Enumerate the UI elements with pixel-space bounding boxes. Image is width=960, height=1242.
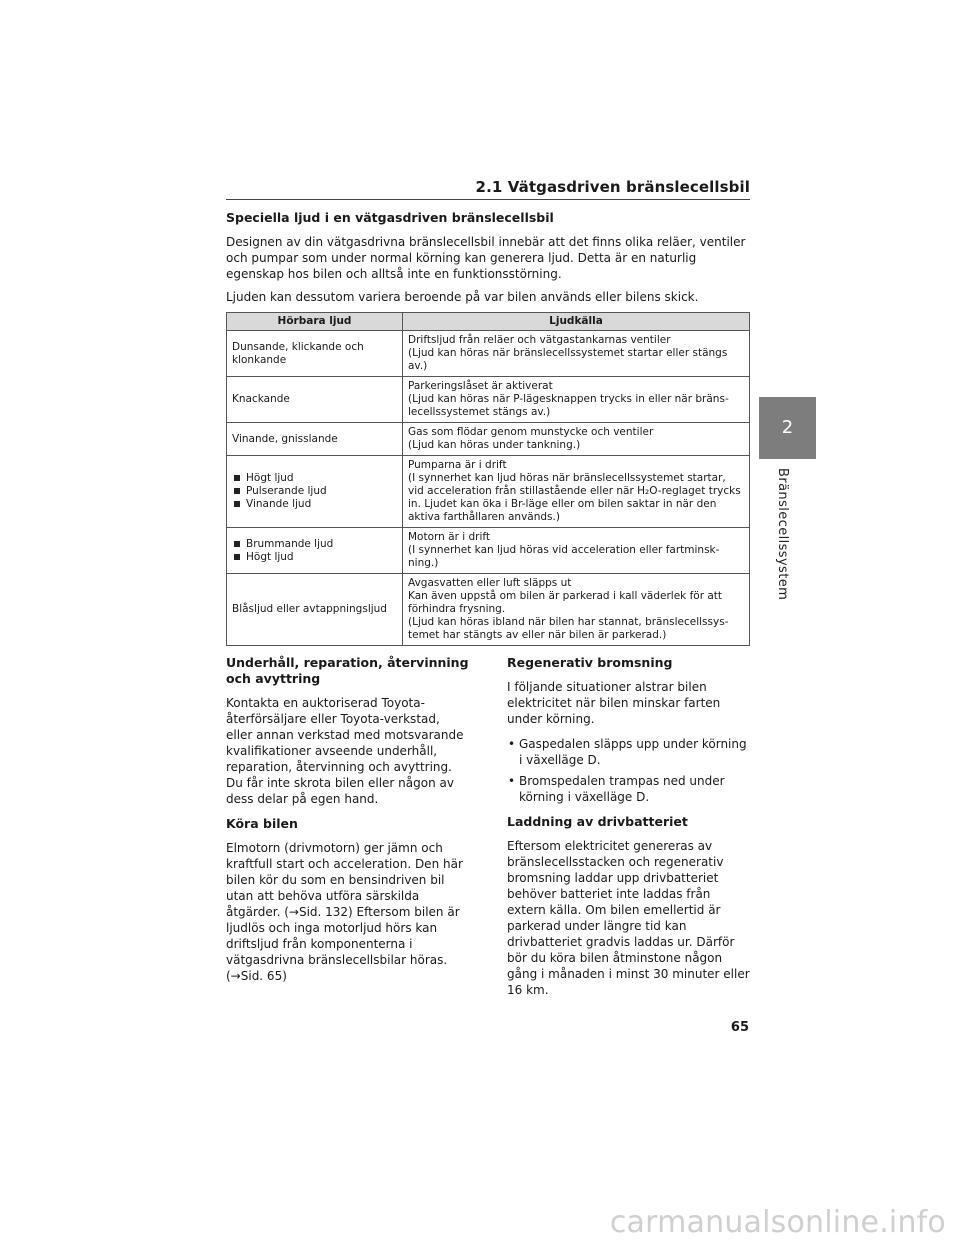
- sound-cell: [227, 574, 403, 646]
- regen-bullet-list: [507, 736, 750, 805]
- sound-bullet-item: Högt ljud: [232, 551, 397, 564]
- header-audible-sounds: Hörbara ljud: [227, 313, 403, 331]
- sound-text: Knackande: [232, 393, 290, 405]
- table-row: [227, 528, 750, 574]
- table-header-row: [227, 313, 750, 331]
- source-line: Parkeringslåset är aktiverat: [408, 380, 553, 392]
- table-row: [227, 377, 750, 423]
- source-line: (I synnerhet kan ljud höras när bränslecellssystemet startar, vid acceleration från stillastående eller när H₂O-reglaget trycks in. Ljudet kan öka i Br-läge eller om bilen saktar in när den aktiva farthållaren används.): [408, 472, 741, 523]
- sound-bullet-item: Brummande ljud: [232, 538, 397, 551]
- intro-paragraph: Designen av din vätgasdrivna bränslecellsbil innebär att det finns olika reläer, ventiler och pumpar som under normal körning kan generera ljud. Detta är en naturlig egenskap hos bilen och alltså inte en funktionsstörning.: [226, 235, 746, 281]
- source-line: (Ljud kan höras ibland när bilen har stannat, bränslecellssystemet har stängts av eller när bilen är parkerad.): [408, 616, 729, 641]
- chapter-tab-number: 2: [759, 397, 816, 459]
- running-header: 2.1 Vätgasdriven bränslecellsbil: [475, 178, 750, 196]
- source-cell: [403, 528, 750, 574]
- sounds-table: [226, 312, 750, 646]
- sound-cell: [227, 331, 403, 377]
- source-cell: [403, 331, 750, 377]
- paragraph-driving: Elmotorn (drivmotorn) ger jämn och kraftfull start och acceleration. Den här bilen kör du som en bensindriven bil utan att behöva utföra särskilda åtgärder. (→Sid. 132) Eftersom bilen är ljudlös och inga motorljud hörs kan driftsljud från komponenterna i vätgasdrivna bränslecellsbilar höras. (→Sid. 65): [226, 841, 463, 983]
- source-line: (Ljud kan höras under tankning.): [408, 439, 581, 451]
- source-line: Driftsljud från reläer och vätgastankarnas ventiler: [408, 334, 671, 346]
- source-line: (I synnerhet kan ljud höras vid acceleration eller fartminskning.): [408, 544, 720, 569]
- sound-cell: [227, 377, 403, 423]
- left-column: [226, 655, 469, 993]
- source-line: Pumparna är i drift: [408, 459, 507, 471]
- source-line: (Ljud kan höras när bränslecellssystemet startar eller stängs av.): [408, 347, 728, 372]
- sound-bullet-item: Pulserande ljud: [232, 485, 397, 498]
- sound-bullet-item: Vinande ljud: [232, 498, 397, 511]
- table-row: [227, 331, 750, 377]
- right-column: [507, 655, 750, 1007]
- page-number: 65: [730, 1020, 749, 1035]
- paragraph-battery-charging: Eftersom elektricitet genereras av bränslecellsstacken och regenerativ bromsning laddar upp drivbatteriet behöver batteriet inte laddas från extern källa. Om bilen emellertid är parkerad under längre tid kan drivbatteriet gradvis laddas ur. Därför bör du köra bilen åtminstone någon gång i månaden i minst 30 minuter eller 16 km.: [507, 839, 750, 997]
- section-heading: Speciella ljud i en vätgasdriven bränslecellsbil: [226, 210, 554, 225]
- heading-driving: Köra bilen: [226, 816, 298, 831]
- source-line: Avgasvatten eller luft släpps ut: [408, 577, 572, 589]
- source-line: (Ljud kan höras när P-lägesknappen trycks in eller när bränslecellssystemet stängs av.): [408, 393, 729, 418]
- sound-bullet-item: Högt ljud: [232, 472, 397, 485]
- sound-cell: [227, 423, 403, 456]
- header-divider: [226, 199, 750, 200]
- source-cell: [403, 377, 750, 423]
- paragraph-maintenance: Kontakta en auktoriserad Toyota-återförsäljare eller Toyota-verkstad, eller annan verkstad med motsvarande kvalifikationer avseende underhåll, reparation, återvinning och avyttring. Du får inte skrota bilen eller någon av dess delar på egen hand.: [226, 696, 464, 806]
- sound-text: Vinande, gnisslande: [232, 432, 338, 445]
- paragraph-regenerative-braking: I följande situationer alstrar bilen elektricitet när bilen minskar farten under körning.: [507, 680, 721, 726]
- source-cell: [403, 423, 750, 456]
- heading-battery-charging: Laddning av drivbatteriet: [507, 814, 688, 829]
- sound-text: Blåsljud eller avtappningsljud: [232, 603, 387, 615]
- table-row: [227, 423, 750, 456]
- list-item: • Bromspedalen trampas ned under körning i växelläge D.: [507, 773, 750, 805]
- source-line: Kan även uppstå om bilen är parkerad i kall väderlek för att förhindra frysning.: [408, 590, 723, 615]
- heading-regenerative-braking: Regenerativ bromsning: [507, 655, 673, 670]
- sound-cell: [227, 456, 403, 528]
- table-row: [227, 456, 750, 528]
- variation-paragraph: Ljuden kan dessutom variera beroende på var bilen används eller bilens skick.: [226, 290, 699, 304]
- source-cell: [403, 456, 750, 528]
- list-item: • Gaspedalen släpps upp under körning i växelläge D.: [507, 736, 750, 768]
- section-special-sounds: [226, 210, 750, 646]
- header-sound-source: Ljudkälla: [403, 313, 750, 331]
- watermark-text: carmanualsonline.info: [609, 1205, 946, 1240]
- sound-cell: [227, 528, 403, 574]
- source-line: Gas som flödar genom munstycke och ventiler: [408, 426, 654, 438]
- heading-maintenance: Underhåll, reparation, återvinning och avyttring: [226, 655, 469, 686]
- table-row: [227, 574, 750, 646]
- sound-text: Dunsande, klickande och klonkande: [232, 340, 364, 366]
- source-line: Motorn är i drift: [408, 531, 491, 543]
- chapter-tab-label: Bränslecellssystem: [775, 468, 790, 601]
- source-cell: [403, 574, 750, 646]
